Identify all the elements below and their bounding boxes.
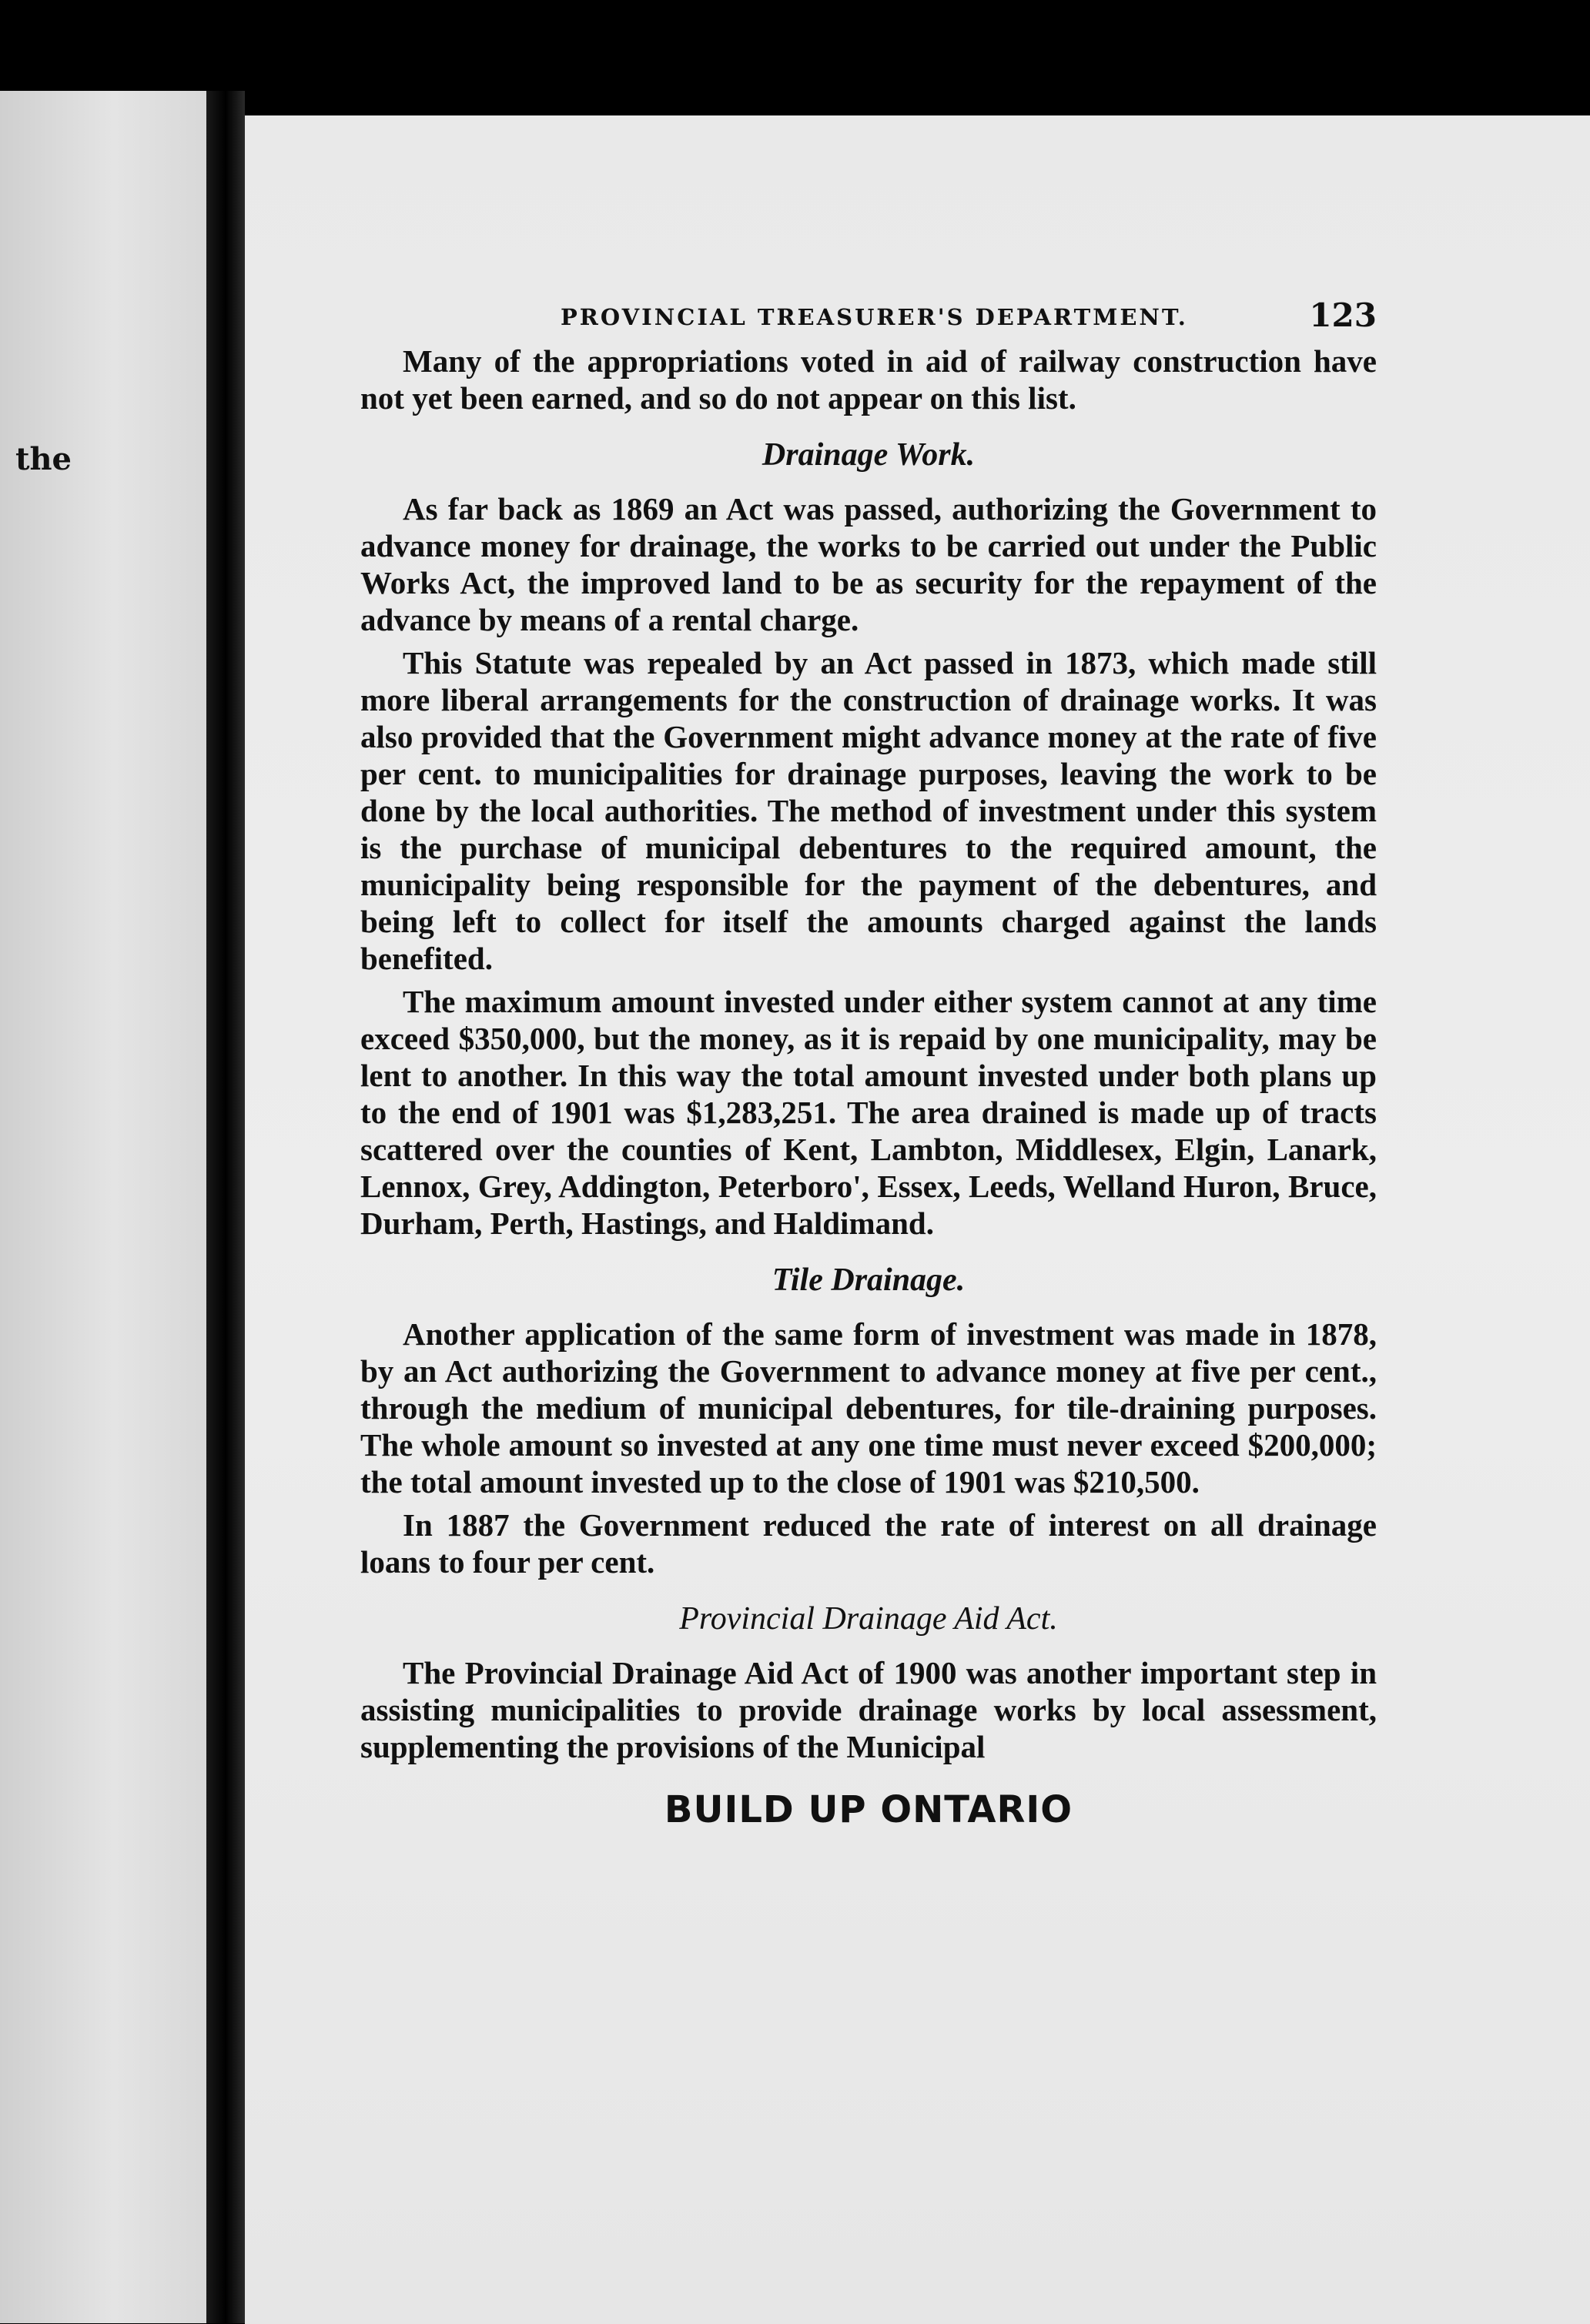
intro-paragraph: Many of the appropriations voted in aid of railway construction have not yet been earned, and so do not appear on this list. (360, 343, 1377, 416)
running-title: PROVINCIAL TREASURER'S DEPARTMENT. (561, 304, 1188, 330)
page-content (360, 289, 1377, 1831)
paragraph: This Statute was repealed by an Act passed in 1873, which made still more liberal arrangements for the construction of drainage works. It was also provided that the Government might advance money at the rate of five per cent. to municipalities for drainage purposes, leaving the work to be done by the local authorities. The method of investment under this system is the purchase of municipal debentures to the required amount, the municipality being responsible for the payment of the debentures, and being left to collect for itself the amounts charged against the lands benefited. (360, 645, 1377, 976)
paragraph: As far back as 1869 an Act was passed, authorizing the Government to advance money for drainage, the works to be carried out under the Public Works Act, the improved land to be as security for the repayment of the advance by means of a rental charge. (360, 491, 1377, 637)
section-heading-drainage-aid-act: Provincial Drainage Aid Act. (679, 1601, 1058, 1637)
paragraph: Another application of the same form of investment was made in 1878, by an Act authorizing the Government to advance money at five per cent., through the medium of municipal debentures, for tile-draining purposes. The whole amount so invested at any one time must never exceed $200,000; the total amount invested up to the close of 1901 was $210,500. (360, 1316, 1377, 1500)
footer-slogan: BUILD UP ONTARIO (664, 1788, 1073, 1831)
paragraph: The maximum amount invested under either system cannot at any time exceed $350,000, but the money, as it is repaid by one municipality, may be lent to another. In this way the total amount invested under both plans up to the end of 1901 was $1,283,251. The area drained is made up of tracts scattered over the counties of Kent, Lambton, Middlesex, Elgin, Lanark, Lennox, Grey, Addington, Peterboro', Essex, Leeds, Welland Huron, Bruce, Durham, Perth, Hastings, and Haldimand. (360, 984, 1377, 1241)
main-page (245, 115, 1590, 2324)
section-heading-tile-drainage: Tile Drainage. (772, 1262, 966, 1298)
section-heading-drainage-work: Drainage Work. (762, 437, 976, 473)
paragraph: The Provincial Drainage Aid Act of 1900 was another important step in assisting municipalities to provide drainage works by local assessment, supplementing the provisions of the Municipal (360, 1655, 1377, 1764)
book-gutter (206, 91, 245, 2323)
page-number: 123 (1309, 296, 1377, 334)
facing-page-fragment: the (15, 441, 72, 477)
facing-page (0, 91, 206, 2323)
paragraph: In 1887 the Government reduced the rate of interest on all drainage loans to four per cent. (360, 1507, 1377, 1580)
running-head (360, 289, 1377, 335)
